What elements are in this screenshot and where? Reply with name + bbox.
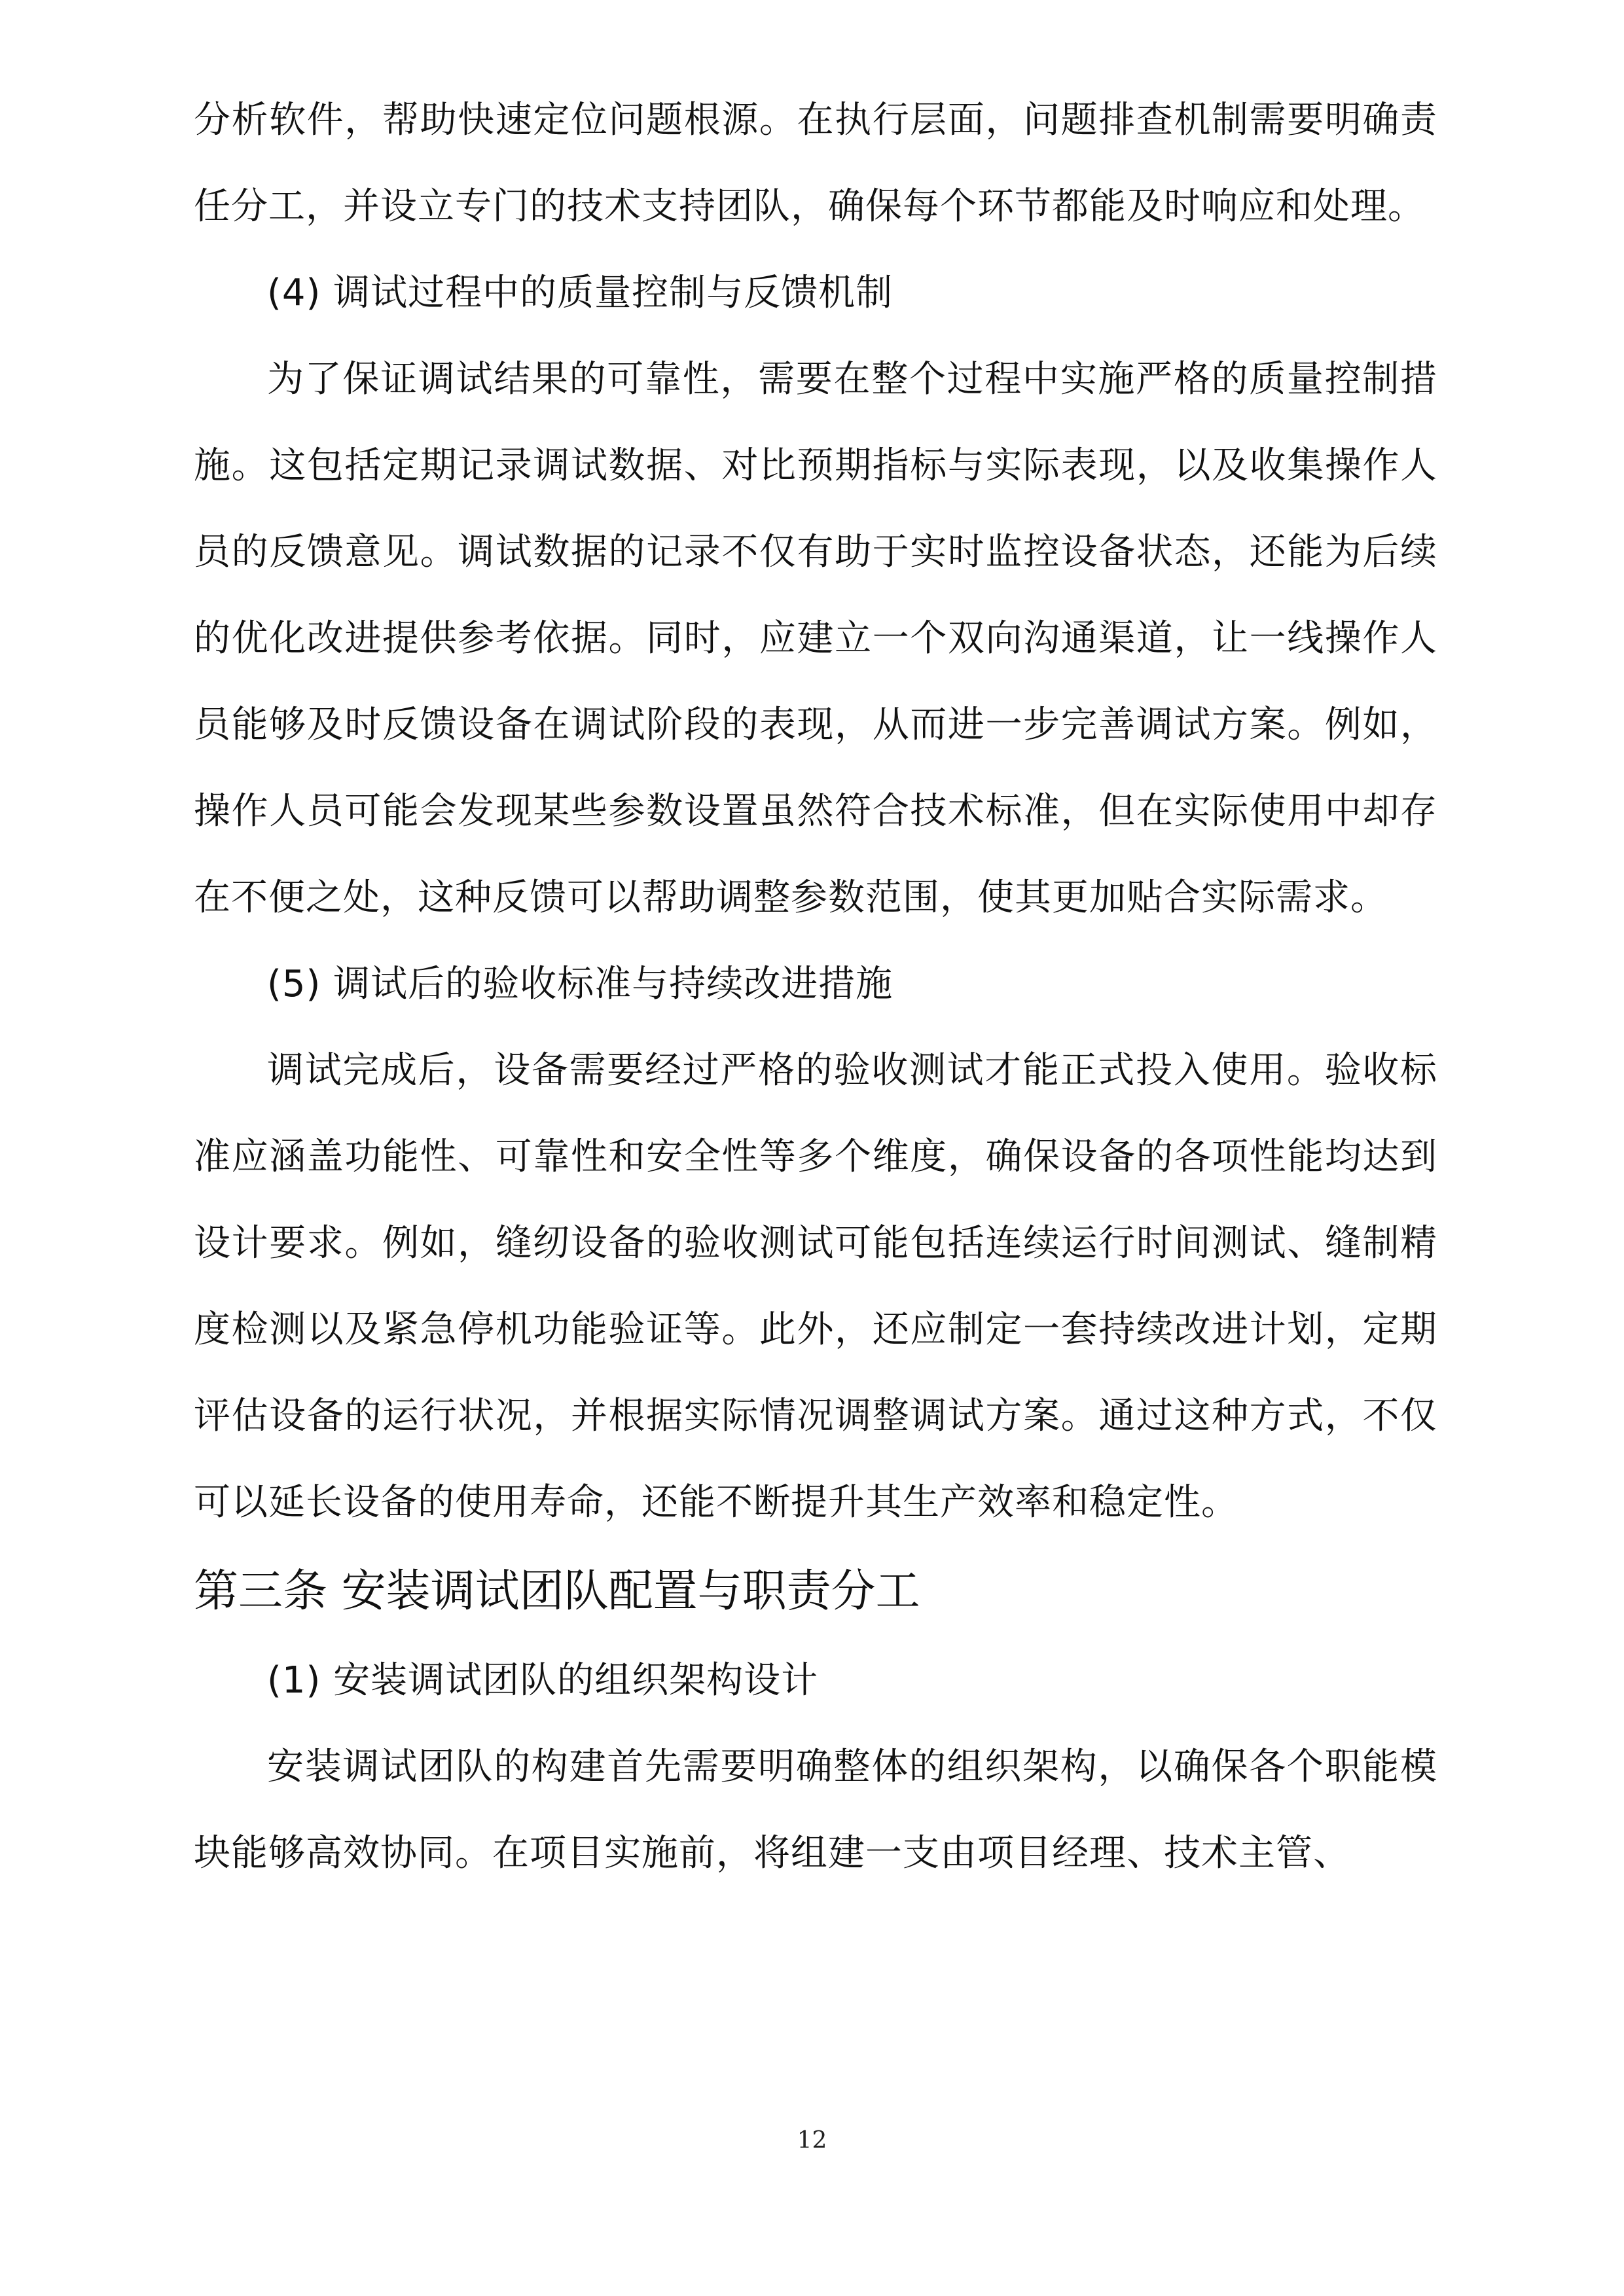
subheading-quality-control: (4) 调试过程中的质量控制与反馈机制 [267, 272, 893, 314]
paragraph-problem-analysis: 分析软件，帮助快速定位问题根源。在执行层面，问题排查机制需要明确责任分工，并设立专门的技术支持团队，确保每个环节都能及时响应和处理。 [194, 99, 1437, 228]
document-body [194, 77, 1437, 1897]
paragraph-acceptance-standards: 调试完成后，设备需要经过严格的验收测试才能正式投入使用。验收标准应涵盖功能性、可靠性和安全性等多个维度，确保设备的各项性能均达到设计要求。例如，缝纫设备的验收测试可能包括连续运行时间测试、缝制精度检测以及紧急停机功能验证等。此外，还应制定一套持续改进计划，定期评估设备的运行状况，并根据实际情况调整调试方案。通过这种方式，不仅可以延长设备的使用寿命，还能不断提升其生产效率和稳定性。 [194, 1049, 1437, 1524]
subheading-team-structure: (1) 安装调试团队的组织架构设计 [267, 1659, 819, 1702]
section-title-team-configuration: 第三条 安装调试团队配置与职责分工 [194, 1566, 920, 1617]
page-number: 12 [797, 2127, 827, 2154]
paragraph-quality-control: 为了保证调试结果的可靠性，需要在整个过程中实施严格的质量控制措施。这包括定期记录调试数据、对比预期指标与实际表现，以及收集操作人员的反馈意见。调试数据的记录不仅有助于实时监控设备状态，还能为后续的优化改进提供参考依据。同时，应建立一个双向沟通渠道，让一线操作人员能够及时反馈设备在调试阶段的表现，从而进一步完善调试方案。例如，操作人员可能会发现某些参数设置虽然符合技术标准，但在实际使用中却存在不便之处，这种反馈可以帮助调整参数范围，使其更加贴合实际需求。 [194, 358, 1437, 919]
paragraph-team-structure: 安装调试团队的构建首先需要明确整体的组织架构，以确保各个职能模块能够高效协同。在项目实施前，将组建一支由项目经理、技术主管、 [194, 1746, 1437, 1874]
subheading-acceptance-standards: (5) 调试后的验收标准与持续改进措施 [267, 963, 893, 1005]
